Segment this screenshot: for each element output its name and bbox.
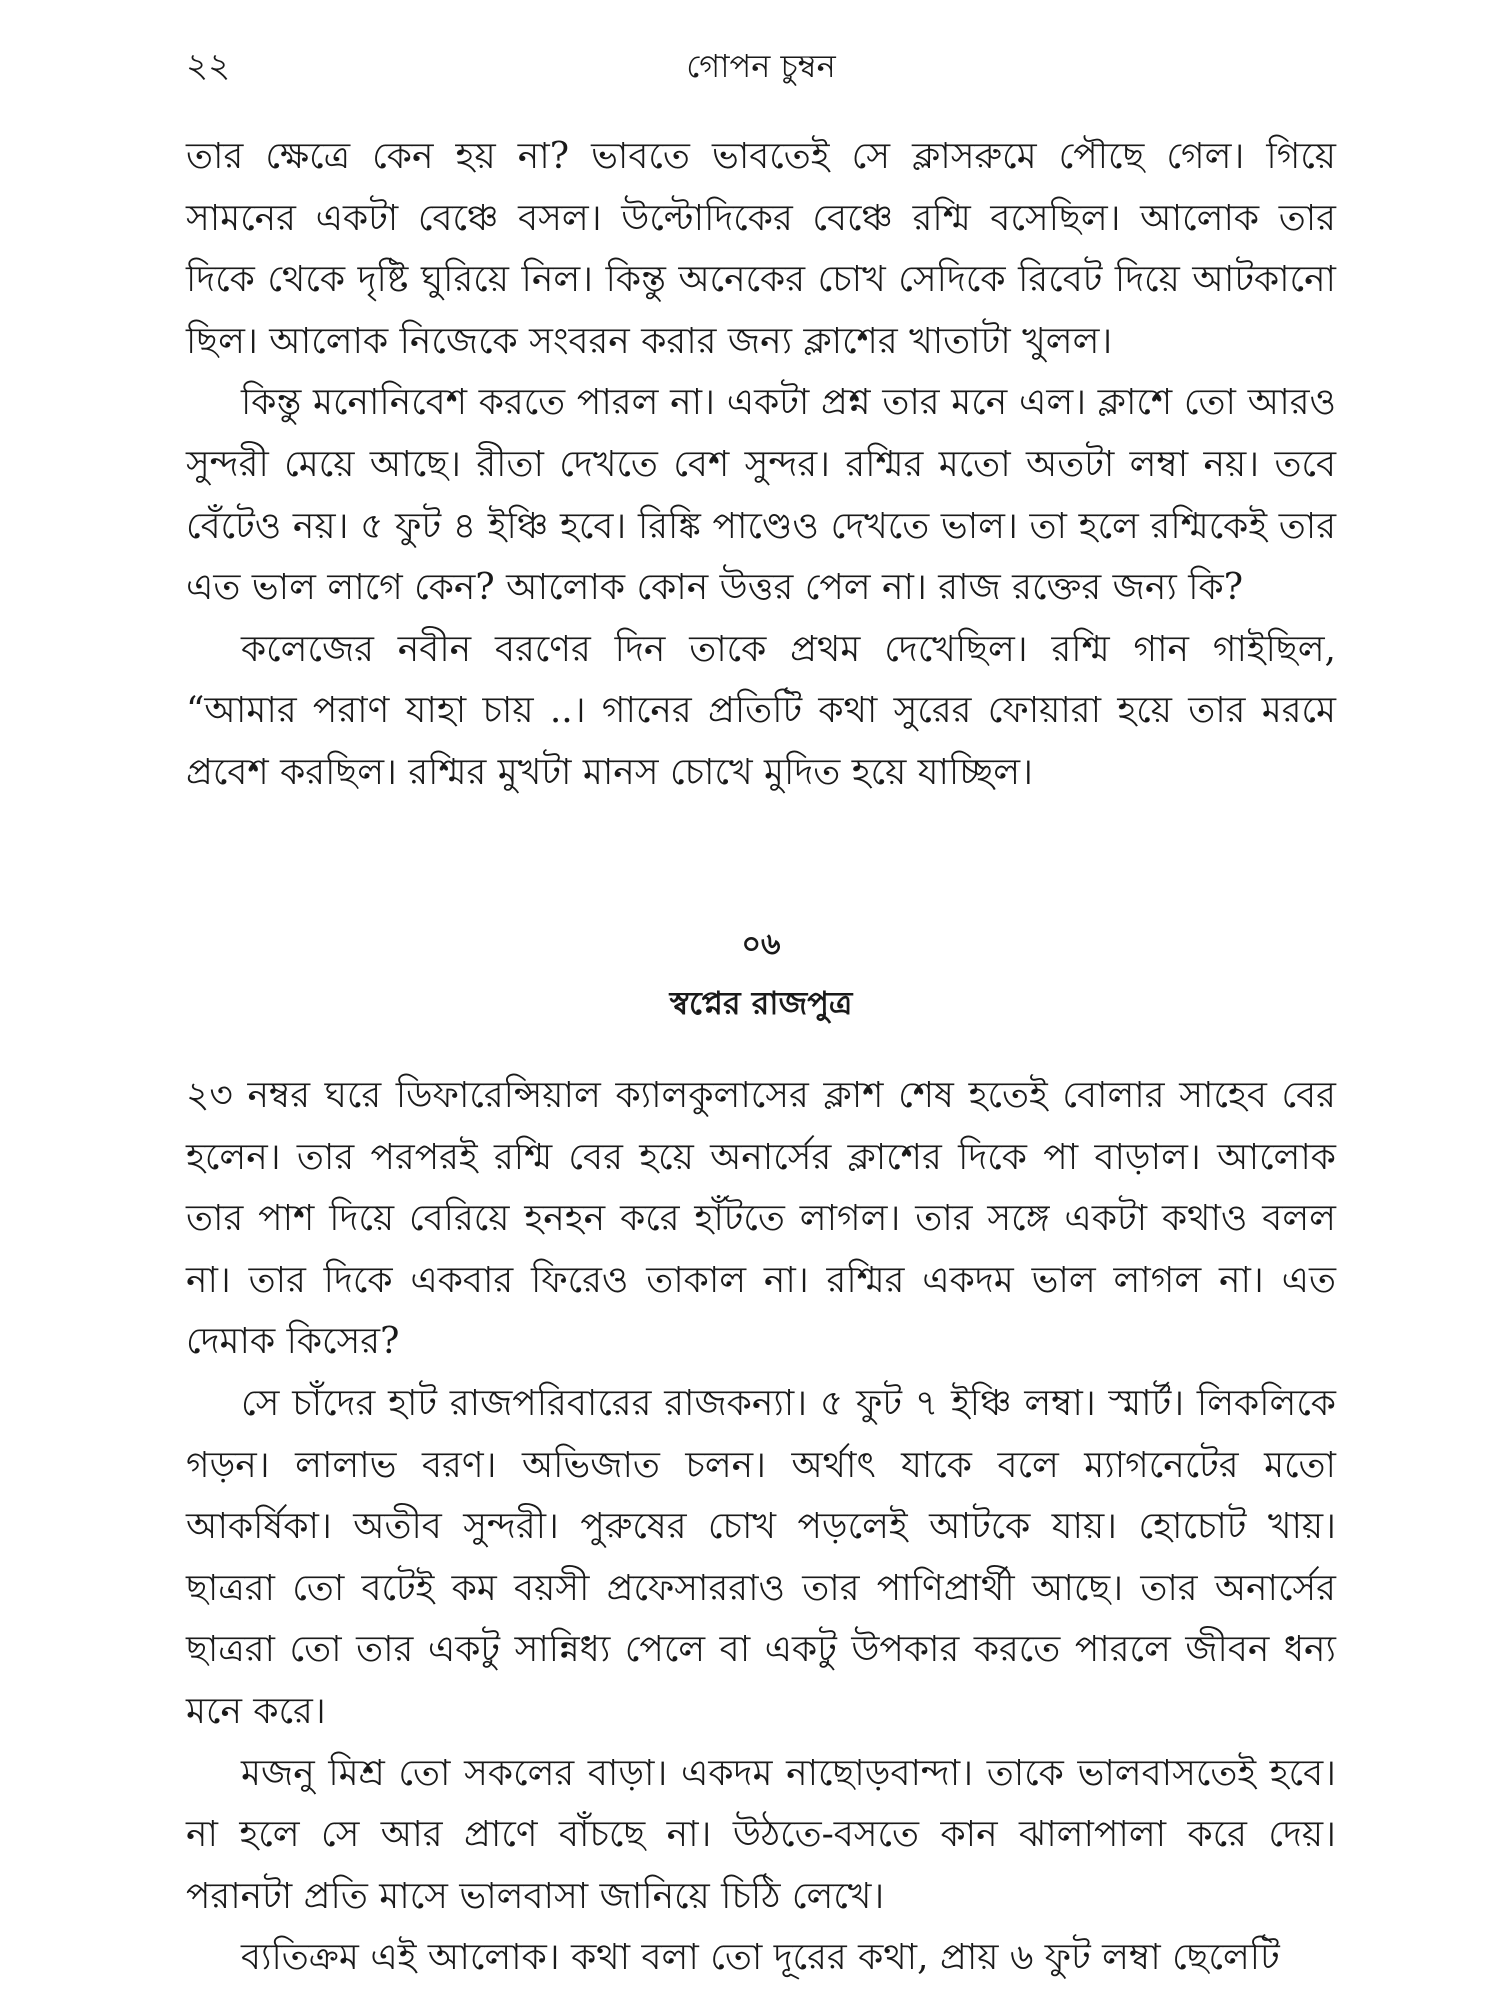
page-number: ২২	[186, 46, 231, 86]
chapter-title: স্বপ্নের রাজপুত্র	[669, 984, 853, 1022]
paragraph: তার ক্ষেত্রে কেন হয় না? ভাবতে ভাবতেই সে ক্লাসরুমে পৌছে গেল। গিয়ে সামনের একটা বেঞ্চে বসল। উল্টোদিকের বেঞ্চে রশ্মি বসেছিল। আলোক তার দিকে থেকে দৃষ্টি ঘুরিয়ে নিল। কিন্তু অনেকের চোখ সেদিকে রিবেট দিয়ে আটকানো ছিল। আলোক নিজেকে সংবরন করার জন্য ক্লাশের খাতাটা খুলল।	[186, 136, 1336, 362]
paragraph: সে চাঁদের হাট রাজপরিবারের রাজকন্যা। ৫ ফুট ৭ ইঞ্চি লম্বা। স্মার্ট। লিকলিকে গড়ন। লালাভ বরণ। অভিজাত চলন। অর্থাৎ যাকে বলে ম্যাগনেটের মতো আকর্ষিকা। অতীব সুন্দরী। পুরুষের চোখ পড়লেই আটকে যায়। হোচোট খায়। ছাত্ররা তো বটেই কম বয়সী প্রফেসাররাও তার পাণিপ্রার্থী আছে। তার অনার্সের ছাত্ররা তো তার একটু সান্নিধ্য পেলে বা একটু উপকার করতে পারলে জীবন ধন্য মনে করে।	[186, 1382, 1336, 1732]
paragraph: কলেজের নবীন বরণের দিন তাকে প্রথম দেখেছিল। রশ্মি গান গাইছিল, “আমার পরাণ যাহা চায় ..। গানের প্রতিটি কথা সুরের ফোয়ারা হয়ে তার মরমে প্রবেশ করছিল। রশ্মির মুখটা মানস চোখে মুদিত হয়ে যাচ্ছিল।	[186, 628, 1336, 793]
paragraph: ২৩ নম্বর ঘরে ডিফারেন্সিয়াল ক্যালকুলাসের ক্লাশ শেষ হতেই বোলার সাহেব বের হলেন। তার পরপরই রশ্মি বের হয়ে অনার্সের ক্লাশের দিকে পা বাড়াল। আলোক তার পাশ দিয়ে বেরিয়ে হনহন করে হাঁটতে লাগল। তার সঙ্গে একটা কথাও বলল না। তার দিকে একবার ফিরেও তাকাল না। রশ্মির একদম ভাল লাগল না। এত দেমাক কিসের?	[186, 1075, 1336, 1363]
chapter-number: ০৬	[741, 927, 781, 962]
text-block-before-chapter	[186, 126, 1336, 804]
paragraph: মজনু মিশ্র তো সকলের বাড়া। একদম নাছোড়বান্দা। তাকে ভালবাসতেই হবে। না হলে সে আর প্রাণে বাঁচছে না। উঠতে-বসতে কান ঝালাপালা করে দেয়। পরানটা প্রতি মাসে ভালবাসা জানিয়ে চিঠি লেখে।	[186, 1752, 1336, 1917]
paragraph: ব্যতিক্রম এই আলোক। কথা বলা তো দূরের কথা, প্রায় ৬ ফুট লম্বা ছেলেটি	[241, 1937, 1280, 1979]
running-title: গোপন চুম্বন	[686, 47, 836, 85]
text-block-chapter-body	[186, 1065, 1336, 1989]
page-header	[186, 36, 1336, 96]
paragraph: কিন্তু মনোনিবেশ করতে পারল না। একটা প্রশ্ন তার মনে এল। ক্লাশে তো আরও সুন্দরী মেয়ে আছে। রীতা দেখতে বেশ সুন্দর। রশ্মির মতো অতটা লম্বা নয়। তবে বেঁটেও নয়। ৫ ফুট ৪ ইঞ্চি হবে। রিঙ্কি পাণ্ডেও দেখতে ভাল। তা হলে রশ্মিকেই তার এত ভাল লাগে কেন? আলোক কোন উত্তর পেল না। রাজ রক্তের জন্য কি?	[186, 382, 1336, 609]
